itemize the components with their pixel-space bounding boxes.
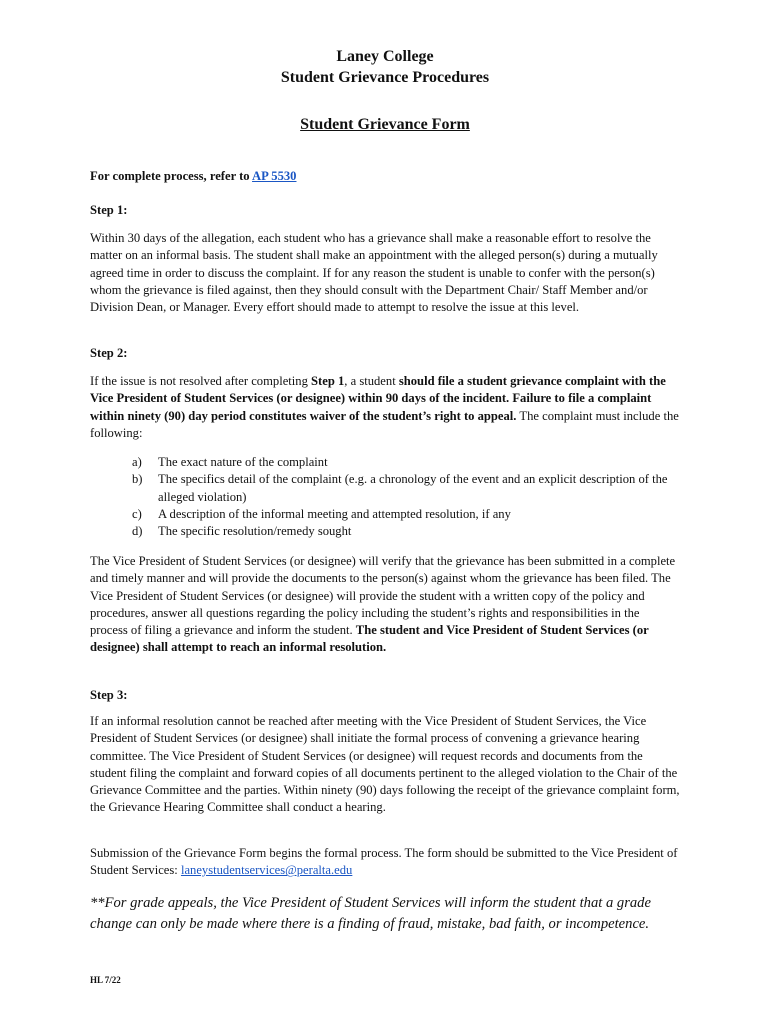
list-item [132,471,682,506]
step2-p1-c: , a student [344,374,399,388]
list-text: The specifics detail of the complaint (e.g. a chronology of the event and an explicit description of the alleged violation) [158,472,668,504]
list-item [132,506,682,523]
list-text: The exact nature of the complaint [158,455,328,469]
intro-text: For complete process, refer to [90,169,253,183]
step3-heading: Step 3: [90,688,128,702]
step2-paragraph-2 [90,553,680,657]
step2-paragraph-1 [90,373,680,442]
college-title: Laney College [336,48,434,65]
step2-p2-b: The student and Vice President of Student Services (or designee) shall attempt to reach an informal resolution. [90,623,649,655]
list-marker: d) [132,524,143,539]
step2-p1-e: The complaint must include the following: [90,408,679,440]
intro-line [90,168,680,185]
submission-paragraph [90,845,680,880]
step2-p1-a: If the issue is not resolved after completing [90,374,312,388]
submission-text: Submission of the Grievance Form begins the formal process. The form should be submitted to the Vice President of Student Services: [90,846,678,878]
procedures-title: Student Grievance Procedures [280,69,490,86]
step2-p1-b: Step 1 [311,374,345,388]
list-item [132,454,682,471]
step2-heading: Step 2: [90,346,128,360]
step3-body: If an informal resolution cannot be reached after meeting with the Vice President of Student Services, the Vice President of Student Services (or designee) shall initiate the formal process of convening a grievance hearing committee. The Vice President of Student Services (or designee) will request records and documents from the student filing the complaint and forward copies of all documents pertinent to the alleged violation to the Chair of the Grievance Committee and the parties. Within ninety (90) days following the receipt of the grievance complaint form, the Grievance Hearing Committee shall conduct a hearing. [90,714,680,815]
form-title: Student Grievance Form [300,116,470,133]
list-marker: c) [132,506,142,521]
list-item [132,523,682,540]
list-marker: b) [132,472,143,487]
step1-heading: Step 1: [90,203,128,217]
ap-5530-link[interactable]: AP 5530 [252,169,297,183]
step2-p1-d: should file a student grievance complaint with the Vice President of Student Services (or designee) within 90 days of the incident. Failure to file a complaint within ninety (90) day period constitutes waiver of the student’s right to appeal. [90,374,666,423]
step1-body: Within 30 days of the allegation, each student who has a grievance shall make a reasonable effort to resolve the matter on an informal basis. The student shall make an appointment with the alleged person(s) during a mutually agreed time in order to discuss the complaint. If for any reason the student is unable to confer with the person(s) whom the grievance is filed against, then they should consult with the Department Chair/ Staff Member and/or Division Dean, or Manager. Every effort should made to attempt to resolve the issue at this level. [90,231,658,315]
list-marker: a) [132,455,142,469]
complaint-requirements-list [132,454,682,540]
email-link[interactable]: laneystudentservices@peralta.edu [180,863,353,878]
list-text: A description of the informal meeting and attempted resolution, if any [158,506,511,521]
footer-code: HL 7/22 [90,975,121,985]
step2-p2-a: The Vice President of Student Services (or designee) will verify that the grievance has been submitted in a complete and timely manner and will provide the documents to the person(s) against whom the grievance has been filed. The Vice President of Student Services (or designee) will provide the student with a written copy of the policy and procedures, answer all questions regarding the policy including the student’s rights and responsibilities in the process of filing a grievance and inform the student. [90,554,676,638]
list-text: The specific resolution/remedy sought [158,524,352,539]
grade-appeals-note: **For grade appeals, the Vice President of Student Services will inform the student that a grade change can only be made where there is a finding of fraud, mistake, bad faith, or incompetence. [90,895,651,932]
